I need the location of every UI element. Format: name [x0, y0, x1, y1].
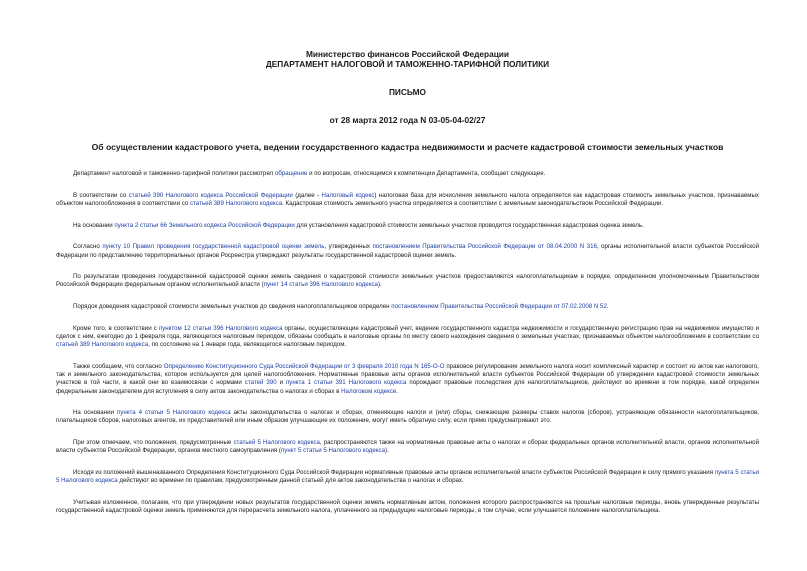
- legal-reference-link[interactable]: пункта 5 статьи 5 Налогового кодекса: [56, 469, 759, 485]
- paragraph-text: ).: [377, 281, 382, 289]
- legal-reference-link[interactable]: статьей 5 Налогового кодекса: [233, 439, 320, 447]
- paragraph-text: , распространяются также на нормативные правовые акты о налогах и сборах федеральных органов исполнительной власти, органов исполнительной власти субъектов Российской Федерации, органов местного самоуправления (: [56, 439, 760, 455]
- paragraph-text: Также сообщаем, что согласно: [73, 362, 164, 370]
- paragraph-text: Департамент налоговой и таможенно-тарифной политики рассмотрел: [73, 170, 275, 177]
- legal-reference-link[interactable]: обращение: [274, 170, 308, 177]
- paragraph-text: Учитывая изложенное, полагаем, что при утверждении новых результатов государственной оценки земель нормативным актом, положения которого распространяются на прошлые налоговые периоды, вновь утвержденные результаты государственной кадастровой оценки земель применяются для перерасчета земельного налога, уплаченного за предыдущие налоговые периоды, в том случае, если улучшается положение налогоплательщика.: [56, 498, 759, 515]
- legal-reference-link[interactable]: статьей 390 Налогового кодекса Российской Федерации: [128, 191, 293, 199]
- paragraph-text: (далее -: [292, 191, 322, 199]
- paragraph-text: и по вопросам, относящимся к компетенции Департамента, сообщает следующее.: [307, 170, 546, 177]
- document-body: [56, 170, 759, 515]
- legal-reference-link[interactable]: статьей 389 Налогового кодекса: [189, 199, 283, 207]
- paragraph-text: При этом отмечаем, что положения, предусмотренные: [73, 439, 234, 447]
- paragraph: [56, 363, 759, 396]
- paragraph-text: действуют во времени по правилам, предусмотренным данной статьей для актов законодательства о налогах и сборах.: [117, 477, 464, 485]
- department-name: ДЕПАРТАМЕНТ НАЛОГОВОЙ И ТАМОЖЕННО-ТАРИФНОЙ ПОЛИТИКИ: [265, 59, 550, 69]
- document-header: [56, 0, 759, 125]
- paragraph-text: На основании: [73, 409, 117, 417]
- legal-reference-link[interactable]: Налоговом кодексе: [341, 387, 397, 395]
- paragraph-text: акты законодательства о налогах и сборах, отменяющие налоги и (или) сборы, снижающие размеры ставок налогов (сборов), устраняющие обязанности налогоплательщиков, плательщиков сборов, налоговых агентов, их представителей или иным образом улучшающие их положение, могут иметь обратную силу, если прямо предусматривают это.: [56, 409, 759, 425]
- legal-reference-link[interactable]: пункт 14 статьи 396 Налогового кодекса: [263, 281, 378, 289]
- paragraph-text: .: [396, 387, 399, 395]
- paragraph-text: ).: [385, 447, 389, 455]
- legal-reference-link[interactable]: статьей 389 Налогового кодекса: [56, 341, 149, 349]
- paragraph: [56, 192, 759, 208]
- document-title: Об осуществлении кадастрового учета, ведении государственного кадастра недвижимости и расчете кадастровой стоимости земельных участков: [91, 142, 724, 152]
- paragraph: [56, 469, 759, 485]
- paragraph-text: Согласно: [73, 243, 103, 251]
- paragraph: [56, 499, 759, 515]
- legal-reference-link[interactable]: пункт 5 статьи 5 Налогового кодекса: [280, 447, 386, 455]
- legal-reference-link[interactable]: пункта 4 статьи 5 Налогового кодекса: [116, 409, 231, 417]
- paragraph-text: органы, осуществляющие кадастровый учет, ведение государственного кадастра недвижимости и государственную регистрацию прав на недвижимое имущество и сделок с ним, ежегодно до 1 февраля года, являющегося налоговым периодом, обязаны сообщать в налоговые органы по месту своего нахождения сведения о земельных участках, признаваемых объектом налогообложения в соответствии со: [56, 324, 760, 341]
- paragraph-text: В соответствии со: [73, 191, 129, 199]
- paragraph-text: На основании: [73, 221, 115, 229]
- paragraph: [56, 243, 759, 259]
- paragraph: [56, 439, 759, 455]
- document-type: ПИСЬМО: [388, 87, 427, 97]
- paragraph: [56, 222, 759, 230]
- legal-reference-link[interactable]: статей 390: [244, 379, 277, 387]
- legal-reference-link[interactable]: Налоговый кодекс: [321, 191, 375, 199]
- legal-reference-link[interactable]: пункта 1 статьи 391 Налогового кодекса: [285, 379, 407, 387]
- paragraph-text: для установления кадастровой стоимости земельных участков проводится государственная кадастровая оценка земель.: [294, 221, 644, 229]
- paragraph-text: ) налоговая база для исчисления земельного налога определяется как кадастровая стоимость земельных участков, признаваемых объектом налогообложения в соответствии со: [56, 191, 759, 207]
- paragraph: [56, 170, 759, 178]
- legal-reference-link[interactable]: Определению Конституционного Суда Российской Федерации от 3 февраля 2010 года N 165-О-О: [163, 362, 445, 370]
- legal-reference-link[interactable]: пунктом 12 статьи 396 Налогового кодекса: [158, 324, 283, 332]
- paragraph-text: правовое регулирование земельного налога носит комплексный характер и состоит из актов как налогового, так и земельного законодательства, которое используется для целей налогообложения. Нормативные правовые акты органов исполнительной власти субъектов Российской Федерации об утверждении кадастровой стоимости земельных участков в той части, в какой они во взаимосвязи с нормами: [56, 362, 760, 387]
- paragraph-text: .: [606, 303, 609, 311]
- paragraph-text: . Кадастровая стоимость земельного участка определяется в соответствии с земельным законодательством Российской Федерации.: [282, 199, 664, 207]
- paragraph-text: , утвержденных: [324, 243, 373, 251]
- paragraph-text: Кроме того, в соответствии с: [73, 324, 159, 332]
- ministry-name: Министерство финансов Российской Федерации: [305, 49, 510, 59]
- paragraph-text: порождают правовые последствия для налогоплательщиков, действуют во времени в том порядке, какой определен федеральным законодателем для вступления в силу актов законодательства о налогах и сборах в: [56, 379, 759, 395]
- paragraph-text: Исходя из положений вышеназванного Определения Конституционного Суда Российской Федерации нормативные правовые акты органов исполнительной власти субъектов Российской Федерации в силу прямого указания: [73, 469, 715, 477]
- legal-reference-link[interactable]: постановлением Правительства Российской Федерации от 07.02.2008 N 52: [391, 303, 607, 311]
- legal-reference-link[interactable]: пункта 2 статьи 66 Земельного кодекса Российской Федерации: [114, 221, 295, 229]
- paragraph-text: и: [276, 379, 286, 387]
- paragraph-text: , по состоянию на 1 января года, являющегося налоговым периодом.: [148, 341, 347, 349]
- paragraph: [56, 409, 759, 425]
- paragraph-text: Порядок доведения кадастровой стоимости земельных участков до сведения налогоплательщиков определен: [73, 303, 392, 311]
- paragraph: [56, 303, 759, 311]
- paragraph-text: По результатам проведения государственной кадастровой оценки земель сведения о кадастровой стоимости земельных участков предоставляются налогоплательщикам в порядке, определенном уполномоченным Правительством Российской Федерации федеральным органом исполнительной власти (: [56, 273, 759, 289]
- paragraph: [56, 325, 759, 350]
- document-number: от 28 марта 2012 года N 03-05-04-02/27: [329, 115, 486, 125]
- paragraph-text: , органы исполнительной власти субъектов Российской Федерации по представлению территориальных органов Росреестра утверждают результаты государственной кадастровой оценки земель.: [56, 243, 760, 259]
- legal-reference-link[interactable]: пункту 10 Правил проведения государственной кадастровой оценки земель: [102, 243, 325, 251]
- legal-reference-link[interactable]: постановлением Правительства Российской Федерации от 08.04.2000 N 316: [372, 243, 597, 251]
- paragraph: [56, 273, 759, 289]
